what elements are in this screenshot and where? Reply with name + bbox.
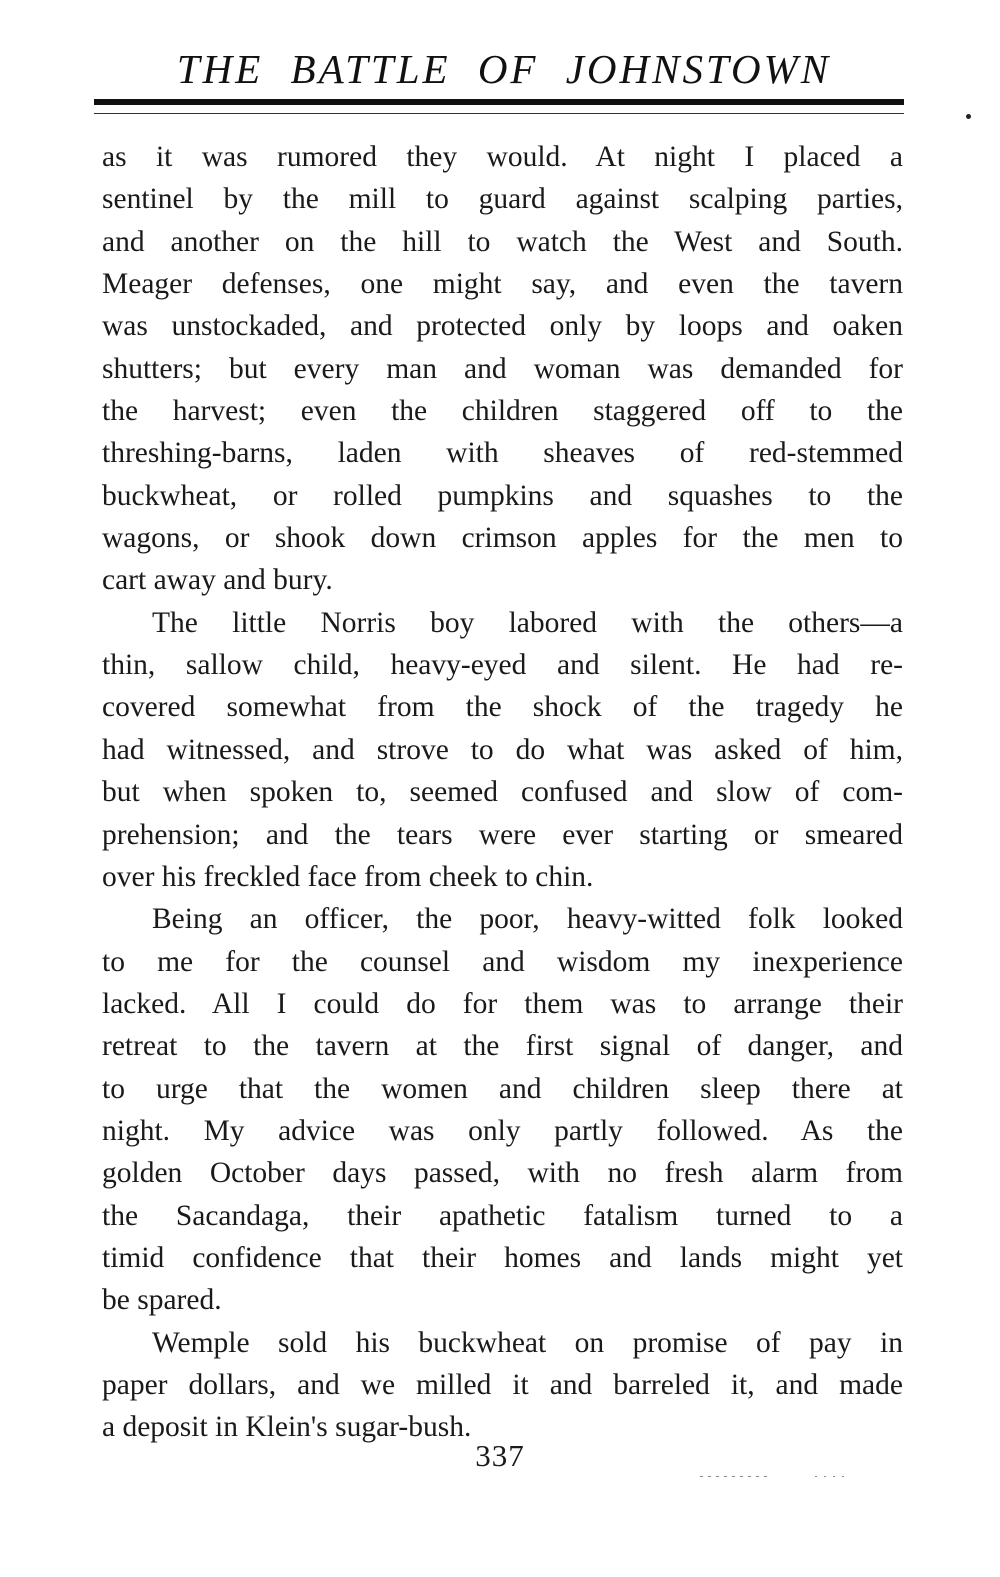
running-title: THE BATTLE OF JOHNSTOWN <box>176 46 832 92</box>
text-line: cart away and bury. <box>102 564 333 597</box>
text-line: prehension; and the tears were ever starting or smeared <box>102 818 903 851</box>
text-line: over his freckled face from cheek to chin. <box>102 860 594 893</box>
scan-speck <box>700 1476 770 1477</box>
text-line: Wemple sold his buckwheat on promise of pay in <box>152 1326 903 1359</box>
text-line: and another on the hill to watch the West and South. <box>102 225 903 258</box>
text-line: timid confidence that their homes and lands might yet <box>102 1241 903 1274</box>
text-line: wagons, or shook down crimson apples for the men to <box>102 522 903 555</box>
text-line: retreat to the tavern at the first signal of danger, and <box>102 1030 903 1063</box>
text-line: golden October days passed, with no fresh alarm from <box>102 1157 903 1190</box>
header-rule-thick <box>94 99 904 105</box>
text-line: lacked. All I could do for them was to arrange their <box>102 987 903 1020</box>
text-line: night. My advice was only partly followed. As the <box>102 1114 903 1147</box>
text-line: be spared. <box>102 1284 222 1317</box>
text-line: to urge that the women and children sleep there at <box>102 1072 903 1105</box>
text-line: threshing-barns, laden with sheaves of red-stemmed <box>102 437 903 470</box>
text-line: Being an officer, the poor, heavy-witted folk looked <box>152 903 903 936</box>
scan-speck <box>815 1476 845 1477</box>
text-line: a deposit in Klein's sugar-bush. <box>102 1411 472 1444</box>
text-line: Meager defenses, one might say, and even the tavern <box>102 268 903 301</box>
text-line: the harvest; even the children staggered off to the <box>102 395 903 428</box>
text-line: as it was rumored they would. At night I placed a <box>102 141 903 173</box>
text-line: but when spoken to, seemed confused and slow of com- <box>102 776 903 809</box>
text-line: buckwheat, or rolled pumpkins and squashes to the <box>102 479 903 512</box>
text-line: the Sacandaga, their apathetic fatalism turned to a <box>102 1199 903 1232</box>
page-number: 337 <box>475 1438 525 1473</box>
text-line: covered somewhat from the shock of the tragedy he <box>102 691 903 724</box>
text-line: paper dollars, and we milled it and barreled it, and made <box>102 1368 903 1401</box>
text-line: to me for the counsel and wisdom my inexperience <box>102 945 903 978</box>
text-line: sentinel by the mill to guard against scalping parties, <box>102 183 903 216</box>
text-line: had witnessed, and strove to do what was asked of him, <box>102 733 903 766</box>
header-rule-thin <box>94 113 904 114</box>
text-line: The little Norris boy labored with the others—a <box>152 606 903 639</box>
body-text <box>102 136 903 1449</box>
text-line: was unstockaded, and protected only by loops and oaken <box>102 310 903 343</box>
text-line: shutters; but every man and woman was demanded for <box>102 352 903 385</box>
text-line: thin, sallow child, heavy-eyed and silent. He had re- <box>102 649 903 682</box>
ink-speck <box>966 114 971 119</box>
